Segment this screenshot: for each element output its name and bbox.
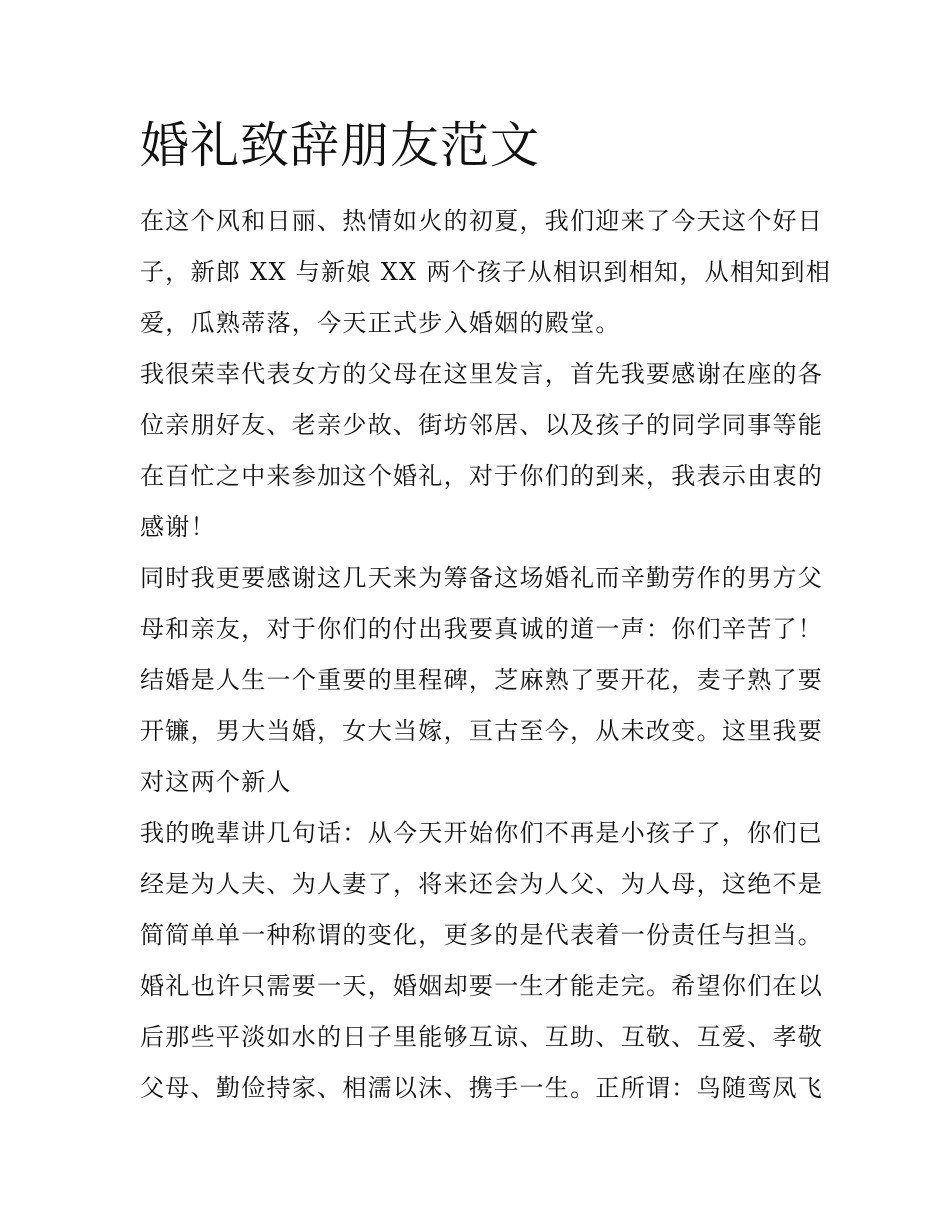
text-line: 经是为人夫、为人妻了，将来还会为人父、为人母，这绝不是 bbox=[140, 870, 824, 898]
text-line: 同时我更要感谢这几天来为筹备这场婚礼而辛勤劳作的男方父 bbox=[140, 564, 824, 592]
text-line: 后那些平淡如水的日子里能够互谅、互助、互敬、互爱、孝敬 bbox=[140, 1023, 824, 1051]
text-line: 子，新郎 XX 与新娘 XX 两个孩子从相识到相知，从相知到相 bbox=[140, 258, 832, 286]
paragraph-4 bbox=[140, 808, 824, 1114]
paragraph-3 bbox=[140, 553, 824, 808]
text-line: 简简单单一种称谓的变化，更多的是代表着一份责任与担当。 bbox=[140, 921, 824, 949]
text-line: 对这两个新人 bbox=[140, 768, 292, 796]
text-line: 在这个风和日丽、热情如火的初夏，我们迎来了今天这个好日 bbox=[140, 207, 824, 235]
text-line: 在百忙之中来参加这个婚礼，对于你们的到来，我表示由衷的 bbox=[140, 462, 824, 490]
document-body bbox=[140, 196, 832, 1114]
text-line: 我的晚辈讲几句话：从今天开始你们不再是小孩子了，你们已 bbox=[140, 819, 824, 847]
document-title: 婚礼致辞朋友范文 bbox=[140, 117, 541, 174]
paragraph-1 bbox=[140, 196, 832, 349]
text-line: 母和亲友，对于你们的付出我要真诚的道一声：你们辛苦了！ bbox=[140, 615, 824, 643]
text-line: 我很荣幸代表女方的父母在这里发言，首先我要感谢在座的各 bbox=[140, 360, 824, 388]
text-line: 父母、勤俭持家、相濡以沫、携手一生。正所谓：鸟随鸾凤飞 bbox=[140, 1074, 824, 1102]
paragraph-2 bbox=[140, 349, 824, 553]
text-line: 感谢！ bbox=[140, 513, 216, 541]
text-line: 开镰，男大当婚，女大当嫁，亘古至今，从未改变。这里我要 bbox=[140, 717, 824, 745]
text-line: 婚礼也许只需要一天，婚姻却要一生才能走完。希望你们在以 bbox=[140, 972, 824, 1000]
text-line: 位亲朋好友、老亲少故、街坊邻居、以及孩子的同学同事等能 bbox=[140, 411, 824, 439]
text-line: 结婚是人生一个重要的里程碑，芝麻熟了要开花，麦子熟了要 bbox=[140, 666, 824, 694]
text-line: 爱，瓜熟蒂落，今天正式步入婚姻的殿堂。 bbox=[140, 309, 621, 337]
